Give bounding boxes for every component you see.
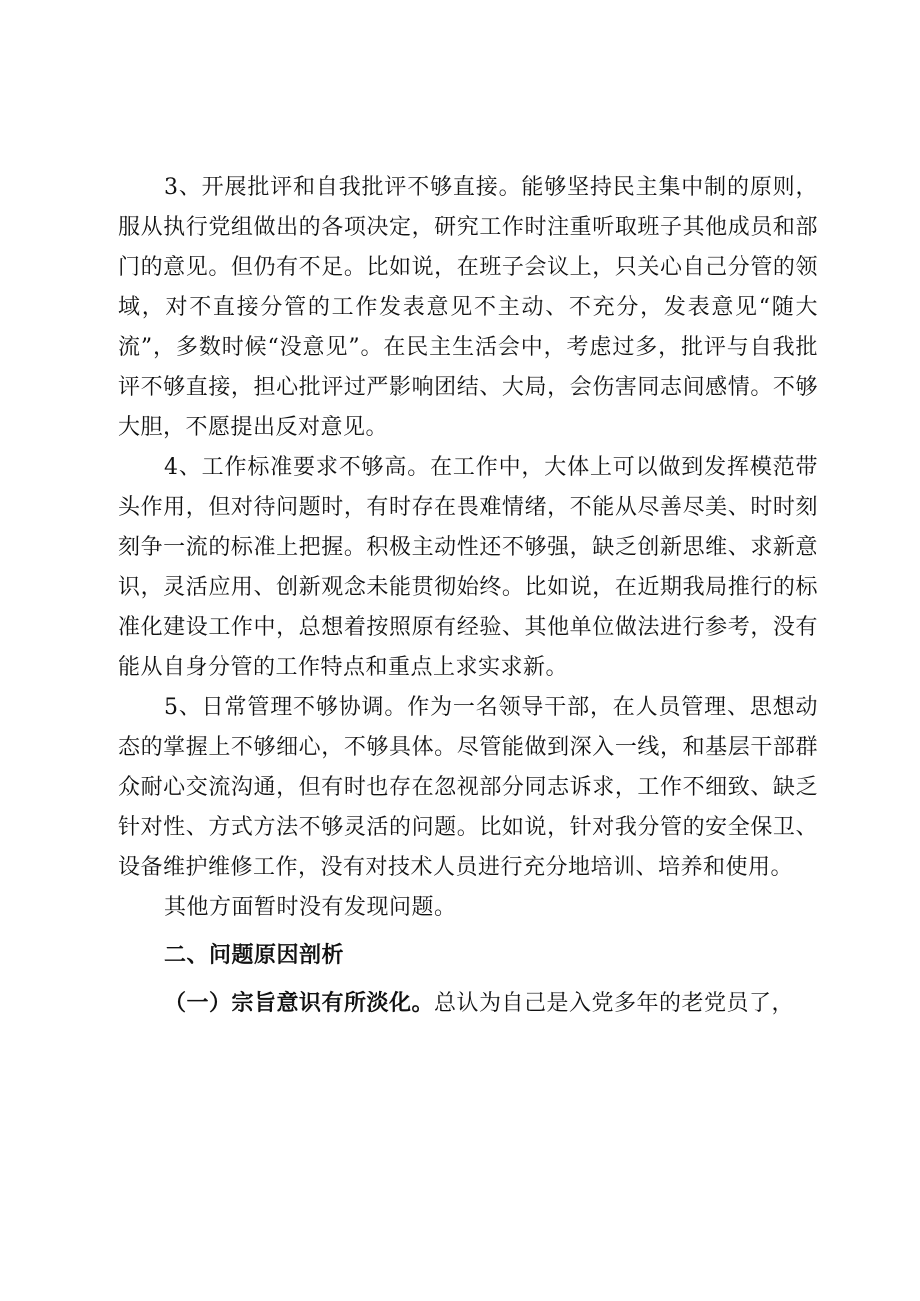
document-body xyxy=(118,168,818,1024)
paragraph-criticism: 3、开展批评和自我批评不够直接。能够坚持民主集中制的原则，服从执行党组做出的各项决定，研究工作时注重听取班子其他成员和部门的意见。但仍有不足。比如说，在班子会议上，只关心自己分管的领域，对不直接分管的工作发表意见不主动、不充分，发表意见“随大流”，多数时候“没意见”。在民主生活会中，考虑过多，批评与自我批评不够直接，担心批评过严影响团结、大局，会伤害同志间感情。不够大胆，不愿提出反对意见。 xyxy=(118,175,818,440)
subsection-text: 总认为自己是入党多年的老党员了， xyxy=(434,991,795,1016)
paragraph-work-standard: 4、工作标准要求不够高。在工作中，大体上可以做到发挥模范带头作用，但对待问题时，有时存在畏难情绪，不能从尽善尽美、时时刻刻争一流的标准上把握。积极主动性还不够强，缺乏创新思维、求新意识，灵活应用、创新观念未能贯彻始终。比如说，在近期我局推行的标准化建设工作中，总想着按照原有经验、其他单位做法进行参考，没有能从自身分管的工作特点和重点上求实求新。 xyxy=(118,455,818,680)
section-heading-cause-analysis: 二、问题原因剖析 xyxy=(164,943,345,968)
subsection-paragraph xyxy=(118,984,818,1024)
subsection-lead: （一）宗旨意识有所淡化。 xyxy=(164,991,435,1016)
paragraph-daily-management: 5、日常管理不够协调。作为一名领导干部，在人员管理、思想动态的掌握上不够细心，不够具体。尽管能做到深入一线，和基层干部群众耐心交流沟通，但有时也存在忽视部分同志诉求，工作不细致、缺乏针对性、方式方法不够灵活的问题。比如说，针对我分管的安全保卫、设备维护维修工作，没有对技术人员进行充分地培训、培养和使用。 xyxy=(118,695,818,880)
paragraph-other-aspects: 其他方面暂时没有发现问题。 xyxy=(164,895,457,920)
